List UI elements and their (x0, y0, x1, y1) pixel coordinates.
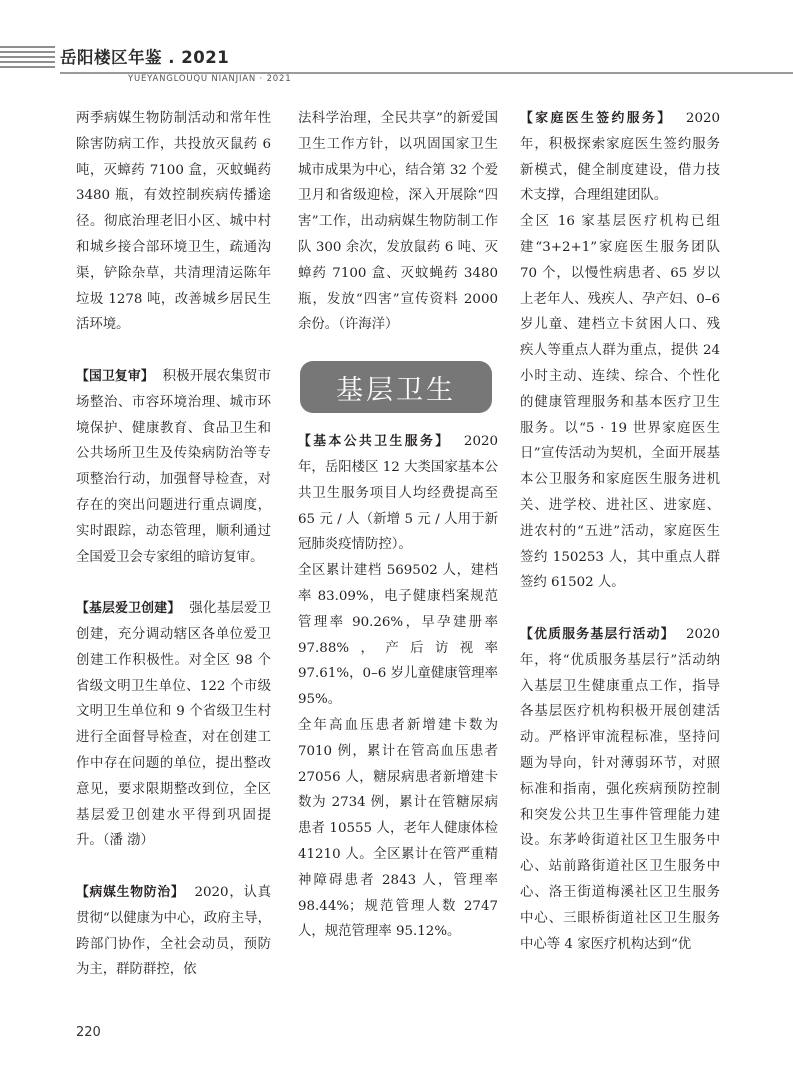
entry-text: 积极开展农集贸市场整治、市容环境治理、城市环境保护、健康教育、食品卫生和公共场所卫生及传染病防治等专项整治行动，加强督导检查，对存在的突出问题进行重点调度，实时跟踪，动态管理，顺利通过全国爱卫会专家组的暗访复审。 (76, 368, 271, 565)
entry-label: 【病媒生物防治】 (76, 884, 185, 900)
entry-text: 2020 年，将“优质服务基层行”活动纳入基层卫生健康重点工作，指导各基层医疗机构积极开展创建活动。严格评审流程标准，坚持问题为导向，针对薄弱环节，对照标准和指南，强化疾病预防控制和突发公共卫生事件管理能力建设。东茅岭街道社区卫生服务中心、站前路街道社区卫生服务中心、洛王街道梅溪社区卫生服务中心、三眼桥街道社区卫生服务中心等 4 家医疗机构达到“优 (520, 626, 721, 952)
entry-label: 【基层爱卫创建】 (76, 601, 181, 617)
column-1 (76, 106, 271, 983)
section-title: 基层卫生 (300, 361, 492, 413)
entry-text: 2020，认真贯彻“以健康为中心，政府主导，跨部门协作，全社会动员，预防为主，群防群控，依 (76, 884, 272, 978)
entry-quality-service (520, 622, 720, 957)
entry-basic-public-health (298, 429, 498, 558)
entry-text: 2020 年，岳阳楼区 12 大类国家基本公共卫生服务项目人均经费提高至 65 元 / 人（新增 5 元 / 人用于新冠肺炎疫情防控）。 (298, 434, 498, 553)
paragraph: 两季病媒生物防制活动和常年性除害防病工作，共投放灭鼠药 6 吨，灭蟑药 7100 盒，灭蚊蝇药 3480 瓶，有效控制疾病传播途径。彻底治理老旧小区、城中村和城乡接合部环境卫生，疏通沟渠，铲除杂草，共清理清运陈年垃圾 1278 吨，改善城乡居民生活环境。 (76, 111, 271, 333)
entry-label: 【家庭医生签约服务】 (520, 111, 673, 126)
entry-vector-control (76, 880, 271, 983)
entry-label: 【基本公共卫生服务】 (298, 434, 451, 450)
paragraph: 全区累计建档 569502 人，建档率 83.09%，电子健康档案规范管理率 90.26%，早孕建册率 97.88%，产后访视率 97.61%，0–6 岁儿童健康管理率 95%。 (298, 563, 498, 708)
column-2 (298, 106, 498, 945)
book-title: 岳阳楼区年鉴 . 2021 (60, 48, 230, 67)
entry-national-health-review (76, 364, 271, 570)
paragraph: 法科学治理，全民共享”的新爱国卫生工作方针，以巩固国家卫生城市成果为中心，结合第 32 个爱卫月和省级迎检，深入开展除“四害”工作，出动病媒生物防制工作队 300 余次，发放鼠药 6 吨、灭蟑药 7100 盒、灭蚊蝇药 3480 瓶，发放“四害”宣传资料 2000 余份。（许海洋） (298, 111, 498, 333)
entry-grassroots-health-creation (76, 596, 271, 854)
entry-label: 【国卫复审】 (76, 368, 154, 384)
page-number: 220 (76, 1025, 101, 1040)
paragraph: 全年高血压患者新增建卡数为 7010 例，累计在管高血压患者 27056 人，糖尿病患者新增建卡数为 2734 例，累计在管糖尿病患者 10555 人，老年人健康体检 41210 人。全区累计在管严重精神障碍患者 2843 人，管理率 98.44%；规范管理人数 2747 人，规范管理率 95.12%。 (298, 717, 498, 940)
entry-text: 强化基层爱卫创建，充分调动辖区各单位爱卫创建工作积极性。对全区 98 个省级文明卫生单位、122 个市级文明卫生单位和 9 个省级卫生村进行全面督导检查，对在创建工作中存在问题的单位，提出整改意见，要求限期整改到位，全区基层爱卫创建水平得到巩固提升。（潘 渤） (76, 601, 272, 849)
header-decoration (0, 46, 55, 71)
book-subtitle: YUEYANGLOUQU NIANJIAN · 2021 (128, 74, 292, 84)
paragraph: 全区 16 家基层医疗机构已组建“3+2+1”家庭医生服务团队 70 个，以慢性病患者、65 岁以上老年人、残疾人、孕产妇、0–6 岁儿童、建档立卡贫困人口、残疾人等重点人群为重点，提供 24 小时主动、连续、综合、个性化的健康管理服务和基本医疗卫生服务。以“5 · 19 世界家庭医生日”宣传活动为契机，全面开展基本公卫服务和家庭医生服务进机关、进学校、进社区、进家庭、进农村的“五进”活动，家庭医生签约 150253 人，其中重点人群签约 61502 人。 (520, 214, 720, 591)
column-3 (520, 106, 720, 957)
entry-text: 2020 年，积极探索家庭医生签约服务新模式，健全制度建设，借力技术支撑，合理组建团队。 (520, 111, 720, 204)
entry-family-doctor (520, 106, 720, 209)
entry-label: 【优质服务基层行活动】 (520, 626, 675, 642)
